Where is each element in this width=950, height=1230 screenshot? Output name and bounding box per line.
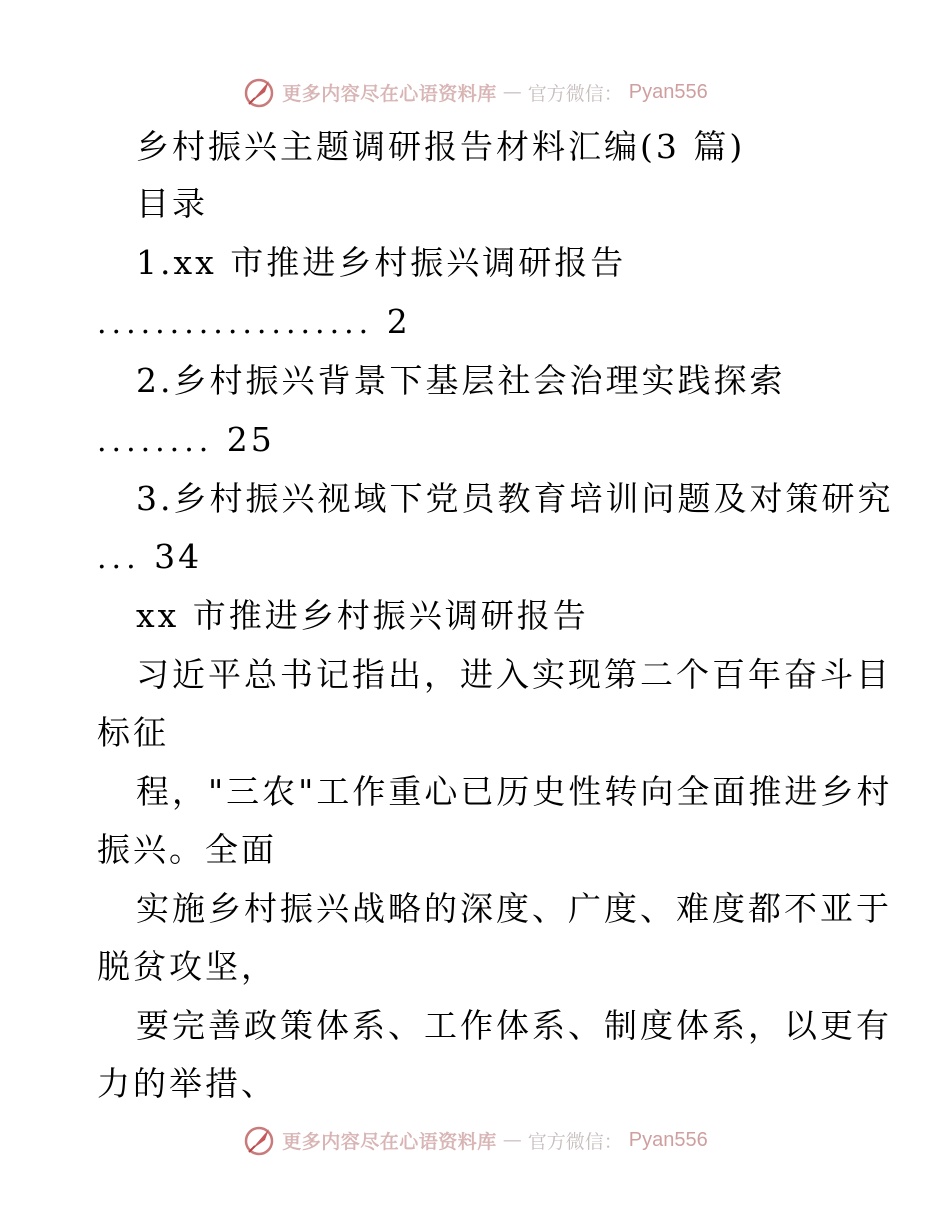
- watermark-wechat-id: Pyan556: [628, 80, 708, 103]
- footer-watermark: [0, 1120, 950, 1160]
- toc-item-1-label: 1.xx 市推进乡村振兴调研报告: [136, 243, 627, 282]
- watermark-wechat-label: 官方微信：: [527, 1130, 623, 1153]
- paragraph-2-line-2: 振兴。全面: [97, 830, 277, 869]
- watermark-text: 更多内容尽在心语资料库: [282, 82, 497, 105]
- toc-heading: 目录: [136, 184, 208, 223]
- header-watermark: [0, 72, 950, 112]
- paragraph-3-line-2: 脱贫攻坚，: [97, 947, 277, 986]
- toc-item-2-leader: ........: [97, 424, 214, 459]
- watermark-wechat-id: Pyan556: [628, 1128, 708, 1151]
- section-heading: xx 市推进乡村振兴调研报告: [136, 596, 589, 635]
- toc-item-3-leader: ...: [97, 541, 141, 576]
- paragraph-1-line-1: 习近平总书记指出，进入实现第二个百年奋斗目: [136, 655, 892, 694]
- toc-item-3-label: 3.乡村振兴视域下党员教育培训问题及对策研究: [136, 479, 894, 518]
- document-title: 乡村振兴主题调研报告材料汇编(3 篇): [136, 127, 746, 166]
- toc-item-3-leader-row: [97, 537, 202, 579]
- paragraph-4-line-2: 力的举措、: [97, 1064, 277, 1103]
- quill-logo-icon: [242, 1123, 276, 1157]
- watermark-text: 更多内容尽在心语资料库: [282, 1130, 497, 1153]
- paragraph-4-line-1: 要完善政策体系、工作体系、制度体系，以更有: [136, 1006, 892, 1045]
- toc-item-3-page: 34: [154, 537, 203, 576]
- watermark-dash: —: [502, 1129, 522, 1151]
- toc-item-1-leader: ...................: [97, 306, 374, 341]
- watermark-dash: —: [502, 81, 522, 103]
- paragraph-1-line-2: 标征: [97, 713, 169, 752]
- toc-item-1-leader-row: [97, 302, 411, 344]
- paragraph-3-line-1: 实施乡村振兴战略的深度、广度、难度都不亚于: [136, 889, 892, 928]
- toc-item-1-page: 2: [386, 302, 411, 341]
- quill-logo-icon: [242, 75, 276, 109]
- watermark-wechat-label: 官方微信：: [527, 82, 623, 105]
- toc-item-2-page: 25: [226, 420, 275, 459]
- paragraph-2-line-1: 程，"三农"工作重心已历史性转向全面推进乡村: [136, 772, 893, 811]
- toc-item-2-leader-row: [97, 420, 275, 462]
- toc-item-2-label: 2.乡村振兴背景下基层社会治理实践探索: [136, 361, 786, 400]
